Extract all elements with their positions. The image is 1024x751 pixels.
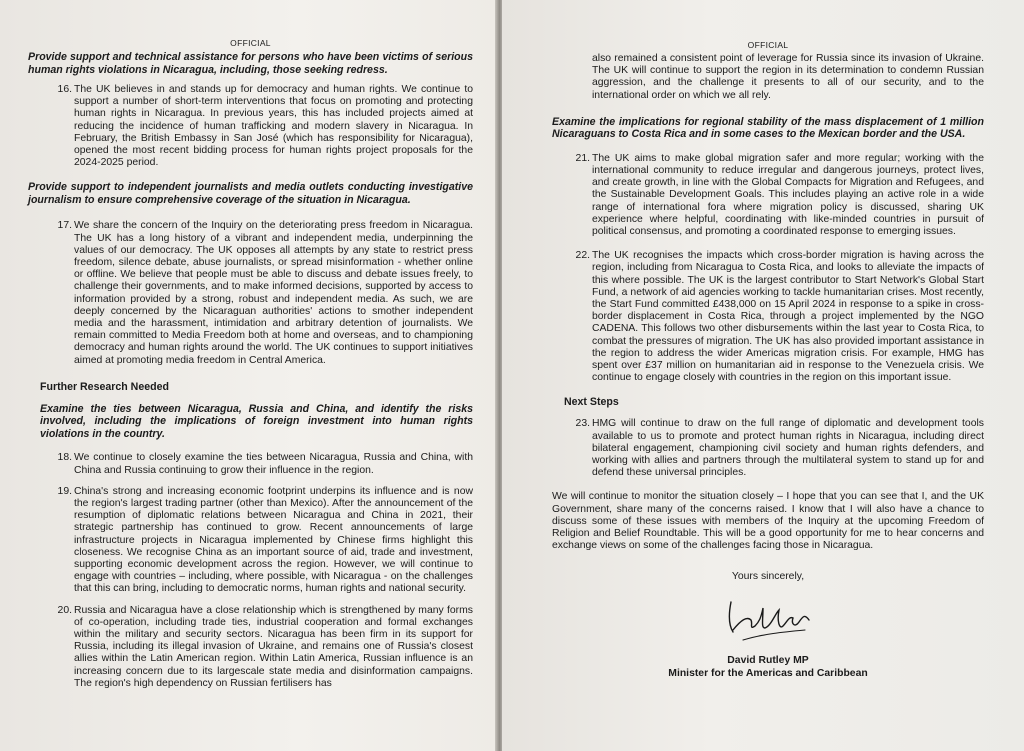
paragraph-18 [28,452,473,476]
right-page [502,0,1024,751]
paragraph-text: China's strong and increasing economic footprint underpins its influence and is now the region's largest trading partner (other than Mexico). After the announcement of the resumption of diplomatic relations between Nicaragua and China in 2021, their strategic partnership has continued to grow. Recent announcements of large infrastructure projects in Nicaragua implemented by Chinese firms highlight this closeness. We recognise China as an important source of aid, trade and investment, supporting economic development across the region. However, we will continue to engage with countries – including, where possible, with Nicaragua - on the challenges that this can bring, including to democratic norms, human rights and national security. [74,485,473,595]
paragraph-16 [28,84,473,169]
paragraph-17 [28,220,473,366]
classification-label: OFFICIAL [230,38,271,48]
paragraph-number: 17. [57,220,72,232]
classification-label: OFFICIAL [747,40,789,50]
continuation-paragraph [552,53,984,102]
paragraph-text: also remained a consistent point of leverage for Russia since its invasion of Ukraine. The UK will continue to support the region in its determination to condemn Russian aggression, and the challenge it presents to all of our security, and to the international order on which we all rely. [592,53,984,101]
signer-title: Minister for the Americas and Caribbean [668,667,868,679]
section-heading: Examine the implications for regional stability of the mass displacement of 1 million Nicaraguans to Costa Rica and in some cases to the Mexican border and the USA. [552,115,984,141]
paragraph-text: The UK aims to make global migration safer and more regular; working with the international community to reduce irregular and dangerous journeys, protect lives, and create growth, in line with the Global Compacts for Migration and Refugees, and the Sustainable Development Goals. This includes playing an active role in a wide range of international fora where migration policy is discussed, sharing UK experience where helpful, coordinating with like-minded countries in pursuit of political consensus, and promoting a coordinated response to emerging issues. [592,152,984,238]
paragraph-21 [552,153,984,238]
paragraph-number: 23. [575,418,590,430]
paragraph-number: 19. [57,485,72,497]
sign-off: Yours sincerely, [731,570,805,582]
paragraph-number: 18. [57,452,72,464]
handwritten-signature [713,590,823,646]
paragraph-number: 21. [575,152,590,164]
paragraph-text: We share the concern of the Inquiry on the deteriorating press freedom in Nicaragua. The UK has a long history of a vibrant and independent media, underpinning the values of our democracy. The UK opposes all attempts by any state to restrict press freedom, silence debate, abuse journalists, or spread misinformation - whether online or offline. We believe that people must be able to discuss and debate issues freely, to challenge their governments, and to make informed decisions, supported by access to information provided by a strong, robust and independent media. As such, we are deeply concerned by the Nicaraguan authorities' actions to smother independent media and the harassment, intimidation and arbitrary detention of journalists. We remain committed to Media Freedom both at home and overseas, and to championing democracy and human rights around the world. The UK continues to support initiatives aimed at promoting media freedom in Central America. [74,220,473,366]
paragraph-text: The UK believes in and stands up for democracy and human rights. We continue to support a number of short-term interventions that focus on promoting and protecting human rights in Nicaragua. In previous years, this has included projects aimed at reducing the incidence of human trafficking and modern slavery in Nicaragua. In February, the British Embassy in San José (which has responsibility for Nicaragua), opened the most recent bidding process for human rights project proposals for the 2024-2025 period. [74,84,473,169]
closing-paragraph: We will continue to monitor the situation closely – I hope that you can see that I, and the UK Government, share many of the concerns raised. I know that I will also have a chance to discuss some of these issues with members of the Inquiry at the upcoming Freedom of Religion and Belief Roundtable. This will be a good opportunity for me to hear concerns and exchange views on some of the challenges facing those in Nicaragua. [552,491,984,552]
paragraph-22 [552,250,984,384]
left-page [0,0,497,751]
paragraph-text: The UK recognises the impacts which cross-border migration is having across the region, including from Nicaragua to Costa Rica, and looks to alleviate the impacts of this where possible. The UK is the largest contributor to Start Network's Global Start Fund, a network of aid agencies working to tackle humanitarian crises. Most recently, the Start Fund committed £438,000 on 15 April 2024 in response to a spike in cross-border displacement in Costa Rica, through a project implemented by the NGO CADENA. This follows two other disbursements within the last year to Costa Rica, to combat the pressures of migration. The UK has also provided important assistance in the region to address the wider Americas migration crisis. For example, HMG has spent over £37 million on humanitarian aid in response to the Venezuela crisis. We continue to engage closely with countries in the region on this important issue. [592,250,984,384]
paragraph-19 [28,486,473,596]
paragraph-text: HMG will continue to draw on the full range of diplomatic and development tools available to us to promote and protect human rights in Nicaragua, including direct bilateral engagement, championing civil society and human rights defenders, and working with allies and partners through the multilateral system to stand up for and defend these universal principles. [592,418,984,479]
paragraph-23 [552,418,984,479]
section-heading: Examine the ties between Nicaragua, Russia and China, and identify the risks involved, including the implications of foreign investment into human rights violations in the country. [40,402,473,440]
paragraph-text: Russia and Nicaragua have a close relationship which is strengthened by many forms of co-operation, including trade ties, industrial cooperation and formal exchanges within the military and security sectors. Nicaragua has been firm in its support for Russia, including its illegal invasion of Ukraine, and remains one of Russia's closest allies within the Latin American region. Within Latin America, Russian influence is an increasing concern due to its largescale state media and disinformation campaigns. The region's high dependency on Russian fertilisers has [74,604,473,689]
section-heading: Next Steps [564,396,619,409]
signer-name: David Rutley MP [727,654,809,666]
section-heading: Provide support and technical assistance for persons who have been victims of serious human rights violations in Nicaragua, including, those seeking redress. [28,51,473,76]
paragraph-number: 16. [57,84,72,95]
paragraph-text: We continue to closely examine the ties between Nicaragua, Russia and China, with China and Russia continuing to grow their influence in the region. [74,452,473,476]
paragraph-number: 22. [575,250,590,262]
paragraph-20 [28,605,473,690]
paragraph-number: 20. [57,604,72,616]
section-heading: Provide support to independent journalists and media outlets conducting investigative journalism to ensure comprehensive coverage of the situation in Nicaragua. [28,181,473,206]
section-heading: Further Research Needed [40,380,169,393]
